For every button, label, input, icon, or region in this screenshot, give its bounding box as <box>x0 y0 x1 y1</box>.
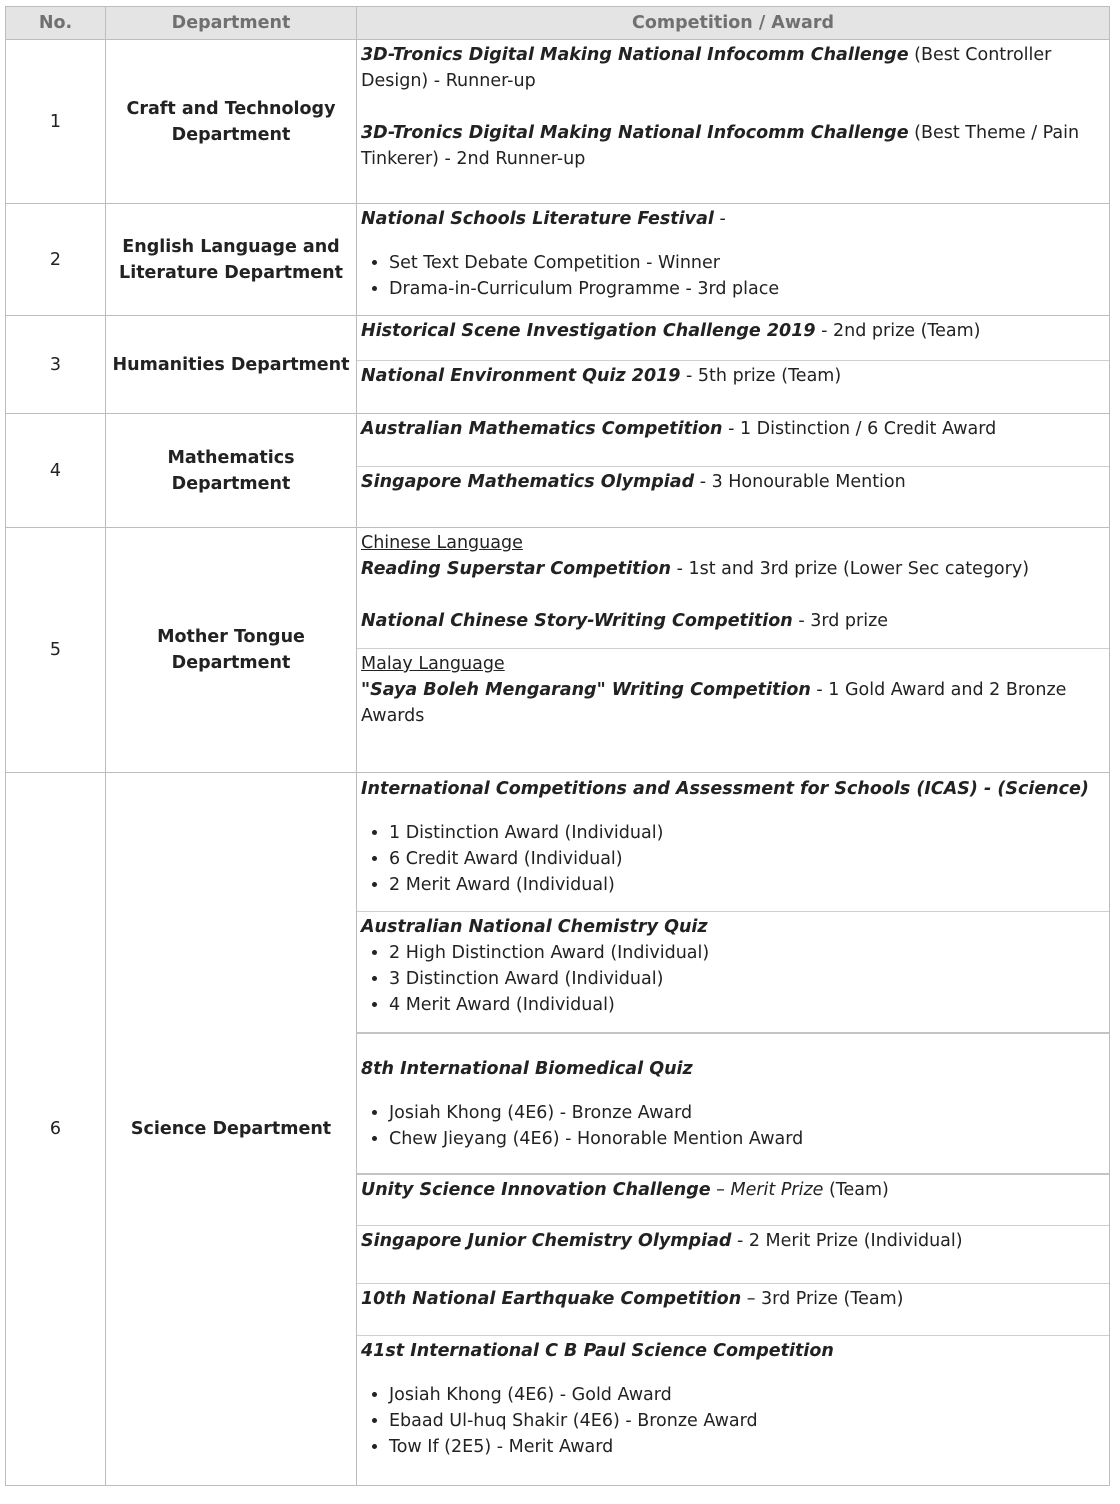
competition-title: National Schools Literature Festival <box>361 209 714 229</box>
list-item: • 1 Distinction Award (Individual) <box>389 820 1105 846</box>
department-name: English Language and Literature Department <box>106 204 357 316</box>
list-item: • 3 Distinction Award (Individual) <box>389 966 1105 992</box>
award-result: - 1st and 3rd prize (Lower Sec category) <box>671 559 1030 579</box>
award-cell <box>357 528 1110 773</box>
table-row <box>6 414 1110 528</box>
language-heading: Malay Language <box>361 654 505 674</box>
department-name: Science Department <box>106 773 357 1486</box>
department-name: Mother Tongue Department <box>106 528 357 773</box>
award-entry <box>357 1335 1109 1485</box>
department-name: Humanities Department <box>106 316 357 414</box>
row-number: 4 <box>6 414 106 528</box>
competition-title: National Chinese Story-Writing Competition <box>361 611 793 631</box>
award-entry <box>357 40 1109 178</box>
header-department: Department <box>106 7 357 40</box>
award-entry <box>357 1032 1109 1173</box>
award-cell <box>357 204 1110 316</box>
award-result: - 2 Merit Prize (Individual) <box>731 1231 963 1251</box>
language-heading: Chinese Language <box>361 533 523 553</box>
department-name: Craft and Technology Department <box>106 40 357 204</box>
award-entry <box>357 414 1109 466</box>
award-entry <box>357 648 1109 735</box>
competition-title: National Environment Quiz 2019 <box>361 366 681 386</box>
competition-title: 3D-Tronics Digital Making National Infocomm Challenge <box>361 123 909 143</box>
awards-table <box>5 6 1110 1486</box>
award-cell <box>357 414 1110 528</box>
list-item: • 2 High Distinction Award (Individual) <box>389 940 1105 966</box>
award-cell <box>357 773 1110 1486</box>
award-entry <box>357 528 1109 648</box>
row-number: 3 <box>6 316 106 414</box>
title-suffix: - <box>713 209 726 229</box>
table-row <box>6 773 1110 1486</box>
competition-title: Singapore Mathematics Olympiad <box>361 472 695 492</box>
competition-title: 10th National Earthquake Competition <box>361 1289 742 1309</box>
award-result: - 2nd prize (Team) <box>815 321 981 341</box>
competition-title: 3D-Tronics Digital Making National Infocomm Challenge <box>361 45 909 65</box>
award-result: - 5th prize (Team) <box>680 366 842 386</box>
competition-title: Australian Mathematics Competition <box>361 419 723 439</box>
award-entry <box>357 360 1109 395</box>
award-result: - 3 Honourable Mention <box>694 472 906 492</box>
award-entry <box>357 1225 1109 1283</box>
list-item: • Drama-in-Curriculum Programme - 3rd place <box>389 276 1105 302</box>
list-item: • Tow If (2E5) - Merit Award <box>389 1434 1105 1460</box>
award-entry <box>357 204 1109 308</box>
list-item: • 2 Merit Award (Individual) <box>389 872 1105 898</box>
award-list <box>361 1100 1105 1152</box>
award-result: (Best Theme / Pain Tinkerer) - 2nd Runner-up <box>361 123 1080 169</box>
row-number: 1 <box>6 40 106 204</box>
header-no: No. <box>6 7 106 40</box>
award-list <box>361 940 1105 1018</box>
competition-title: International Competitions and Assessment for Schools (ICAS) - (Science) <box>361 779 1089 799</box>
row-number: 5 <box>6 528 106 773</box>
award-result: - 1 Distinction / 6 Credit Award <box>722 419 997 439</box>
table-row <box>6 40 1110 204</box>
competition-title: 8th International Biomedical Quiz <box>361 1059 693 1079</box>
list-item: • Josiah Khong (4E6) - Gold Award <box>389 1382 1105 1408</box>
competition-title: Australian National Chemistry Quiz <box>361 917 708 937</box>
competition-title: "Saya Boleh Mengarang" Writing Competition <box>361 680 811 700</box>
table-row <box>6 204 1110 316</box>
row-number: 2 <box>6 204 106 316</box>
list-item: • Ebaad Ul-huq Shakir (4E6) - Bronze Award <box>389 1408 1105 1434</box>
award-list <box>361 820 1105 898</box>
header-award: Competition / Award <box>357 7 1110 40</box>
table-header-row <box>6 7 1110 40</box>
list-item: • Set Text Debate Competition - Winner <box>389 250 1105 276</box>
award-result: - 3rd prize <box>792 611 889 631</box>
award-entry <box>357 1173 1109 1225</box>
competition-title: Reading Superstar Competition <box>361 559 671 579</box>
awards-table-container <box>5 6 1109 1486</box>
table-row <box>6 316 1110 414</box>
competition-title: 41st International C B Paul Science Competition <box>361 1341 834 1361</box>
award-list <box>361 1382 1105 1460</box>
award-entry <box>357 911 1109 1032</box>
award-entry <box>357 316 1109 360</box>
award-result: - 1 Gold Award and 2 Bronze Awards <box>361 680 1067 726</box>
list-item: • Chew Jieyang (4E6) - Honorable Mention Award <box>389 1126 1105 1152</box>
award-result-italic: – Merit Prize <box>710 1180 824 1200</box>
list-item: • Josiah Khong (4E6) - Bronze Award <box>389 1100 1105 1126</box>
department-name: Mathematics Department <box>106 414 357 528</box>
table-row <box>6 528 1110 773</box>
award-list <box>361 250 1105 302</box>
award-result: (Best Controller Design) - Runner-up <box>361 45 1052 91</box>
award-entry <box>357 466 1109 501</box>
list-item: • 4 Merit Award (Individual) <box>389 992 1105 1018</box>
award-entry <box>357 1283 1109 1335</box>
list-item: • 6 Credit Award (Individual) <box>389 846 1105 872</box>
competition-title: Historical Scene Investigation Challenge 2019 <box>361 321 816 341</box>
row-number: 6 <box>6 773 106 1486</box>
award-result: – 3rd Prize (Team) <box>741 1289 904 1309</box>
award-cell <box>357 316 1110 414</box>
award-entry <box>357 773 1109 911</box>
competition-title: Unity Science Innovation Challenge <box>361 1180 711 1200</box>
award-cell <box>357 40 1110 204</box>
competition-title: Singapore Junior Chemistry Olympiad <box>361 1231 732 1251</box>
award-result: (Team) <box>823 1180 889 1200</box>
